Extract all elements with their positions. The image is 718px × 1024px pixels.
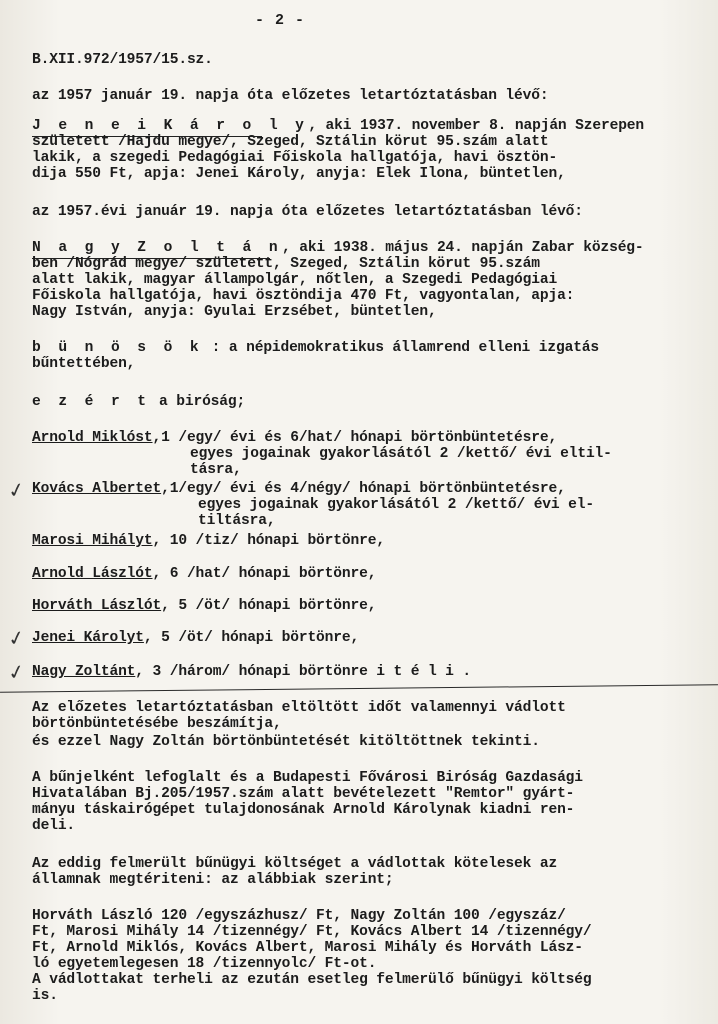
defendant-nagy-line-3: alatt lakik, magyar állampolgár, nőtlen, a Szegedi Pedagógiai	[32, 272, 558, 288]
costs-detail-line-4: ló egyetemlegesen 18 /tizennyolc/ Ft-ot.	[32, 956, 377, 972]
detention-line-1: az 1957 január 19. napja óta előzetes letartóztatásban lévő:	[32, 88, 549, 104]
guilty-line-1	[32, 340, 599, 357]
sentenced-name: Arnold Lászlót	[32, 566, 153, 582]
sentence-nagy-zoltan	[32, 664, 471, 681]
sentence-kovacs-albert-3: tiltásra,	[198, 513, 276, 529]
credit-line-2: börtönbüntetésébe beszámítja,	[32, 716, 282, 732]
case-reference: B.XII.972/1957/15.sz.	[32, 52, 213, 68]
costs-line-1: Az eddig felmerült bűnügyi költséget a vádlottak kötelesek az	[32, 856, 558, 872]
check-mark-icon: ✓	[5, 624, 28, 652]
costs-detail-line-2: Ft, Marosi Mihály 14 /tizennégy/ Ft, Kovács Albert 14 /tizennégy/	[32, 924, 592, 940]
text-span: ,1 /egy/ évi és 6/hat/ hónapi börtönbüntetésre,	[152, 430, 558, 446]
defendant-nagy-line-1	[32, 240, 644, 257]
sentenced-name: Arnold Miklóst	[32, 430, 153, 446]
page-number: - 2 -	[255, 12, 306, 29]
sentence-jenei-karoly	[32, 630, 359, 647]
defendant-jenei-line-3: lakik, a szegedi Pedagógiai Főiskola hallgatója, havi ösztön-	[32, 150, 558, 166]
evidence-line-4: deli.	[32, 818, 76, 834]
sentence-horvath-laszlo	[32, 598, 376, 615]
costs-detail-line-3: Ft, Arnold Miklós, Kovács Albert, Marosi Mihály és Horváth Lász-	[32, 940, 583, 956]
defendant-name-nagy: N a g y Z o l t á n	[32, 240, 282, 256]
costs-detail-line-5: A vádlottakat terheli az ezután esetleg felmerülő bűnügyi költség	[32, 972, 592, 988]
sentenced-name: Kovács Albertet	[32, 481, 162, 497]
text-span: , 10 /tiz/ hónapi börtönre,	[152, 533, 385, 549]
text-span: : a népidemokratikus államrend elleni izgatás	[203, 340, 600, 356]
defendant-nagy-line-2: ben /Nógrád megye/ született, Szeged, Sztálin körut 95.szám	[32, 256, 540, 272]
costs-line-2: államnak megtériteni: az alábbiak szerint;	[32, 872, 394, 888]
defendant-jenei-line-2: született /Hajdu megye/, Szeged, Sztálin körut 95.szám alatt	[32, 134, 549, 150]
defendant-jenei-line-1	[32, 118, 644, 135]
credit-line-3: és ezzel Nagy Zoltán börtönbüntetését kitöltöttnek tekinti.	[32, 734, 540, 750]
sentence-arnold-miklos-3: tásra,	[190, 462, 242, 478]
sentenced-name: Jenei Károlyt	[32, 630, 144, 646]
evidence-line-2: Hivatalában Bj.205/1957.szám alatt bevételezett "Remtor" gyárt-	[32, 786, 575, 802]
sentence-arnold-miklos-2: egyes jogainak gyakorlásától 2 /kettő/ évi eltil-	[190, 446, 612, 462]
sentence-marosi-mihaly	[32, 533, 385, 550]
sentence-kovacs-albert	[32, 481, 566, 498]
text-span: , 6 /hat/ hónapi börtönre,	[152, 566, 377, 582]
sentenced-name: Nagy Zoltánt	[32, 664, 136, 680]
pen-stroke	[0, 684, 718, 693]
sentenced-name: Marosi Mihályt	[32, 533, 153, 549]
text-span: , aki 1938. május 24. napján Zabar község-	[282, 240, 644, 256]
guilty-line-2: bűntettében,	[32, 356, 136, 372]
sentence-arnold-miklos	[32, 430, 557, 447]
costs-detail-line-6: is.	[32, 988, 58, 1004]
evidence-line-3: mányu táskairógépet tulajdonosának Arnold Károlynak kiadni ren-	[32, 802, 575, 818]
text-span: ,1/egy/ évi és 4/négy/ hónapi börtönbüntetésre,	[161, 481, 566, 497]
sentence-kovacs-albert-2: egyes jogainak gyakorlásától 2 /kettő/ évi el-	[198, 497, 594, 513]
court-line	[32, 394, 245, 411]
text-span: , 5 /öt/ hónapi börtönre,	[143, 630, 360, 646]
defendant-name-jenei: J e n e i K á r o l y	[32, 118, 309, 134]
text-span: , 5 /öt/ hónapi börtönre,	[161, 598, 377, 614]
credit-line-1: Az előzetes letartóztatásban eltöltött időt valamennyi vádlott	[32, 700, 566, 716]
check-mark-icon: ✓	[5, 658, 28, 686]
sentence-arnold-laszlo	[32, 566, 376, 583]
guilty-word: b ü n ö s ö k	[32, 340, 204, 356]
evidence-line-1: A bűnjelként lefoglalt és a Budapesti Fővárosi Biróság Gazdasági	[32, 770, 583, 786]
defendant-nagy-line-5: Nagy István, anyja: Gyulai Erzsébet, büntetlen,	[32, 304, 437, 320]
text-span: , 3 /három/ hónapi börtönre i t é l i .	[135, 664, 471, 680]
sentenced-name: Horváth Lászlót	[32, 598, 162, 614]
detention-line-2: az 1957.évi január 19. napja óta előzetes letartóztatásban lévő:	[32, 204, 583, 220]
defendant-jenei-line-4: dija 550 Ft, apja: Jenei Károly, anyja: Elek Ilona, büntetlen,	[32, 166, 566, 182]
check-mark-icon: ✓	[5, 476, 28, 504]
text-span: a biróság;	[150, 394, 246, 410]
therefore-word: e z é r t	[32, 394, 151, 410]
text-span: , aki 1937. november 8. napján Szerepen	[308, 118, 645, 134]
defendant-nagy-line-4: Főiskola hallgatója, havi ösztöndija 470 Ft, vagyontalan, apja:	[32, 288, 575, 304]
costs-detail-line-1: Horváth László 120 /egyszázhusz/ Ft, Nagy Zoltán 100 /egyszáz/	[32, 908, 566, 924]
